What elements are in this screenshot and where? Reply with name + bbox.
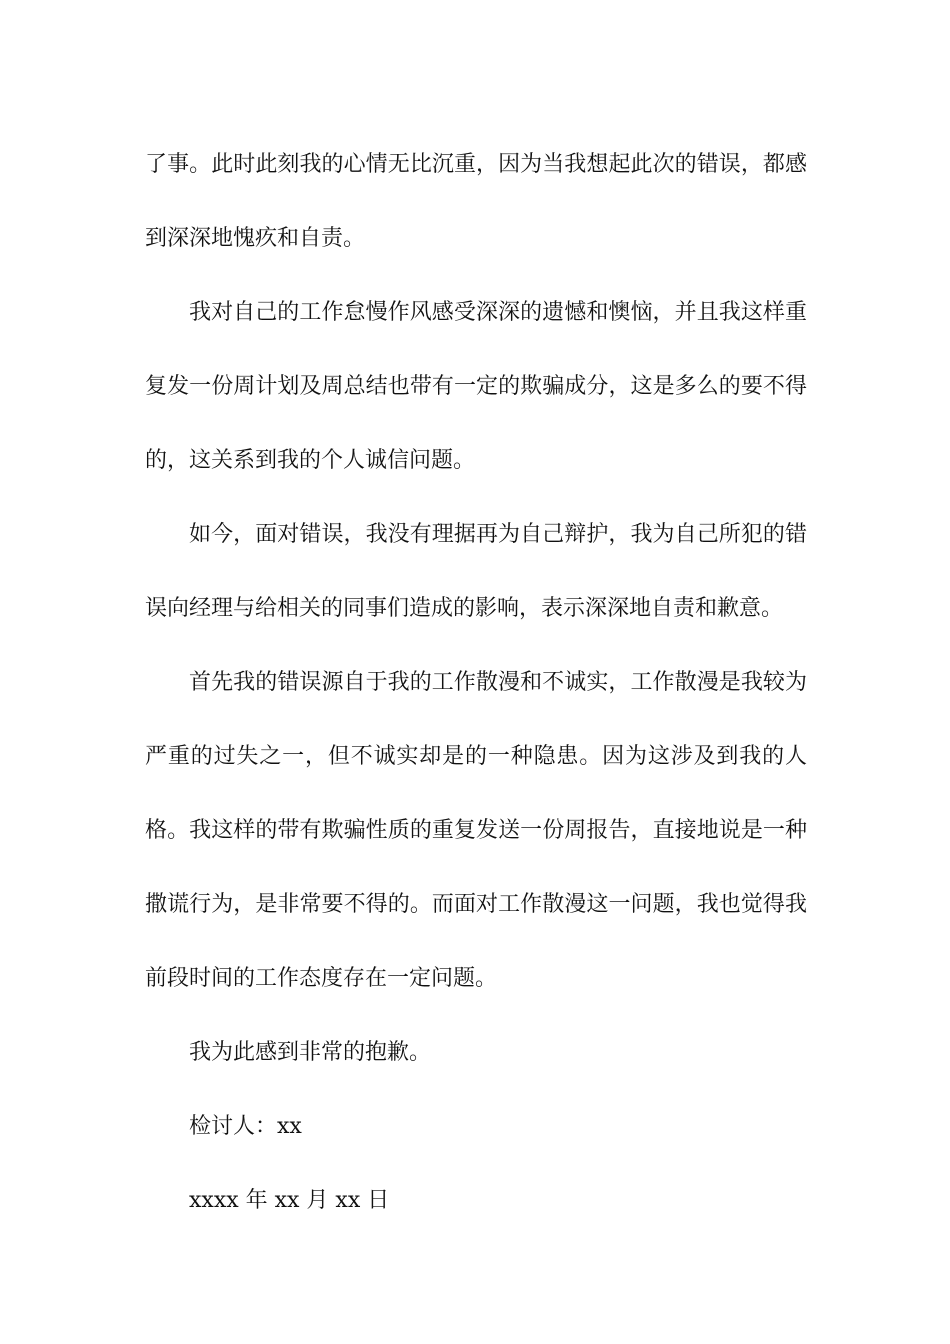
paragraph-4: 首先我的错误源自于我的工作散漫和不诚实，工作散漫是我较为严重的过失之一，但不诚实却是的一种隐患。因为这涉及到我的人格。我这样的带有欺骗性质的重复发送一份周报告，直接地说是一种撒谎行为，是非常要不得的。而面对工作散漫这一问题，我也觉得我前段时间的工作态度存在一定问题。 bbox=[145, 670, 807, 991]
paragraph-5: 我为此感到非常的抱歉。 bbox=[189, 1040, 432, 1065]
paragraph-2: 我对自己的工作怠慢作风感受深深的遗憾和懊恼，并且我这样重复发一份周计划及周总结也带有一定的欺骗成分，这是多么的要不得的，这关系到我的个人诚信问题。 bbox=[145, 300, 807, 473]
date-line: xxxx 年 xx 月 xx 日 bbox=[189, 1188, 390, 1213]
letter-body bbox=[145, 128, 807, 1238]
paragraph-1: 了事。此时此刻我的心情无比沉重，因为当我想起此次的错误，都感到深深地愧疚和自责。 bbox=[145, 152, 807, 251]
signer-line: 检讨人：xx bbox=[189, 1114, 302, 1139]
paragraph-3: 如今，面对错误，我没有理据再为自己辩护，我为自己所犯的错误向经理与给相关的同事们造成的影响，表示深深地自责和歉意。 bbox=[145, 522, 807, 621]
